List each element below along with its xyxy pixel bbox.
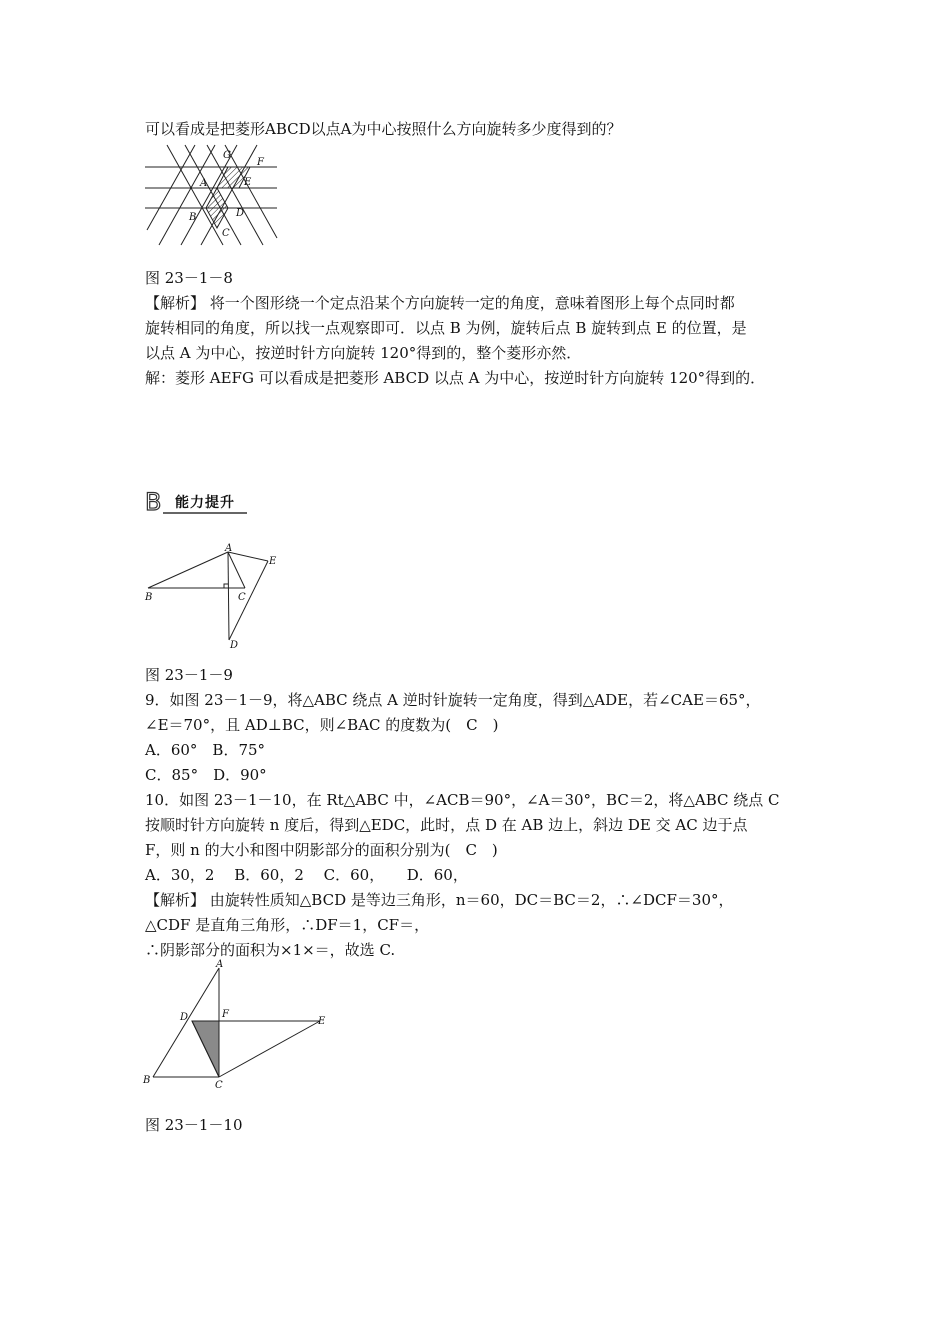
edge-ae xyxy=(228,552,268,561)
label-c: C xyxy=(215,1080,223,1091)
analysis8-line3: 以点 A 为中心，按逆时针方向旋转 120°得到的，整个菱形亦然． xyxy=(145,344,582,362)
figure-23-1-10-caption: 图 23－1－10 xyxy=(145,1116,243,1134)
edge-ac xyxy=(228,552,245,588)
q10-line2: 按顺时针方向旋转 n 度后，得到△EDC，此时，点 D 在 AB 边上，斜边 DE 交 AC 边于点 xyxy=(145,816,748,834)
label-b: B xyxy=(189,212,197,223)
analysis8-solution: 解：菱形 AEFG 可以看成是把菱形 ABCD 以点 A 为中心，按逆时针方向旋转 120°得到的． xyxy=(145,369,766,387)
q9-line2: ∠E＝70°，且 AD⊥BC，则∠BAC 的度数为( C ) xyxy=(145,716,499,734)
q10-line3: F，则 n 的大小和图中阴影部分的面积分别为( C ) xyxy=(145,841,498,859)
q9-options-row2: C．85° D．90° xyxy=(145,766,267,784)
q9-line1: 9．如图 23－1－9，将△ABC 绕点 A 逆时针旋转一定角度，得到△ADE，若∠CAE＝65°， xyxy=(145,691,761,709)
label-e: E xyxy=(318,1016,326,1027)
q10-analysis-line1: 【解析】 由旋转性质知△BCD 是等边三角形，n＝60，DC＝BC＝2，∴∠DCF＝30°， xyxy=(145,891,734,909)
figure-23-1-8 xyxy=(145,140,280,250)
label-a: A xyxy=(200,178,208,189)
q10-analysis-line3: ∴阴影部分的面积为×1×＝，故选 C. xyxy=(145,941,396,959)
figure-23-1-8-caption: 图 23－1－8 xyxy=(145,269,233,287)
section-title: 能力提升 xyxy=(175,495,235,511)
figure-23-1-10 xyxy=(140,958,335,1093)
label-f: F xyxy=(222,1009,229,1020)
label-a: A xyxy=(225,543,233,554)
intro-question: 可以看成是把菱形ABCD以点A为中心按照什么方向旋转多少度得到的？ xyxy=(145,120,622,138)
analysis8-line2: 旋转相同的角度，所以找一点观察即可．以点 B 为例，旋转后点 B 旋转到点 E 的位置，是 xyxy=(145,319,747,337)
edge-ed xyxy=(229,561,268,640)
analysis8-line1: 【解析】 将一个图形绕一个定点沿某个方向旋转一定的角度，意味着图形上每个点同时都 xyxy=(145,294,735,312)
q9-options-row1: A．60° B．75° xyxy=(145,741,266,759)
label-b: B xyxy=(143,1075,151,1086)
figure-23-1-9-caption: 图 23－1－9 xyxy=(145,666,233,684)
label-c: C xyxy=(238,592,246,603)
section-badge xyxy=(143,488,248,516)
figure-23-1-9 xyxy=(140,540,290,655)
q10-analysis-line2: △CDF 是直角三角形，∴DF＝1，CF＝， xyxy=(145,916,430,934)
q10-options: A．30，2 B．60，2 C．60， D．60， xyxy=(145,866,468,884)
right-angle-mark xyxy=(224,584,228,588)
label-d: D xyxy=(236,208,245,219)
edge-ce xyxy=(219,1021,320,1077)
edge-ab xyxy=(148,552,228,588)
label-e: E xyxy=(269,556,277,567)
label-d: D xyxy=(230,640,239,651)
label-d: D xyxy=(180,1012,189,1023)
label-a: A xyxy=(216,959,224,970)
label-g: G xyxy=(223,150,231,161)
badge-letter: B xyxy=(145,488,162,516)
label-e: E xyxy=(244,177,252,188)
label-f: F xyxy=(257,157,264,168)
label-c: C xyxy=(222,228,230,239)
q10-line1: 10．如图 23－1－10，在 Rt△ABC 中，∠ACB＝90°，∠A＝30°，BC＝2，将△ABC 绕点 C xyxy=(145,791,780,809)
label-b: B xyxy=(145,592,153,603)
edge-ad xyxy=(228,552,229,640)
